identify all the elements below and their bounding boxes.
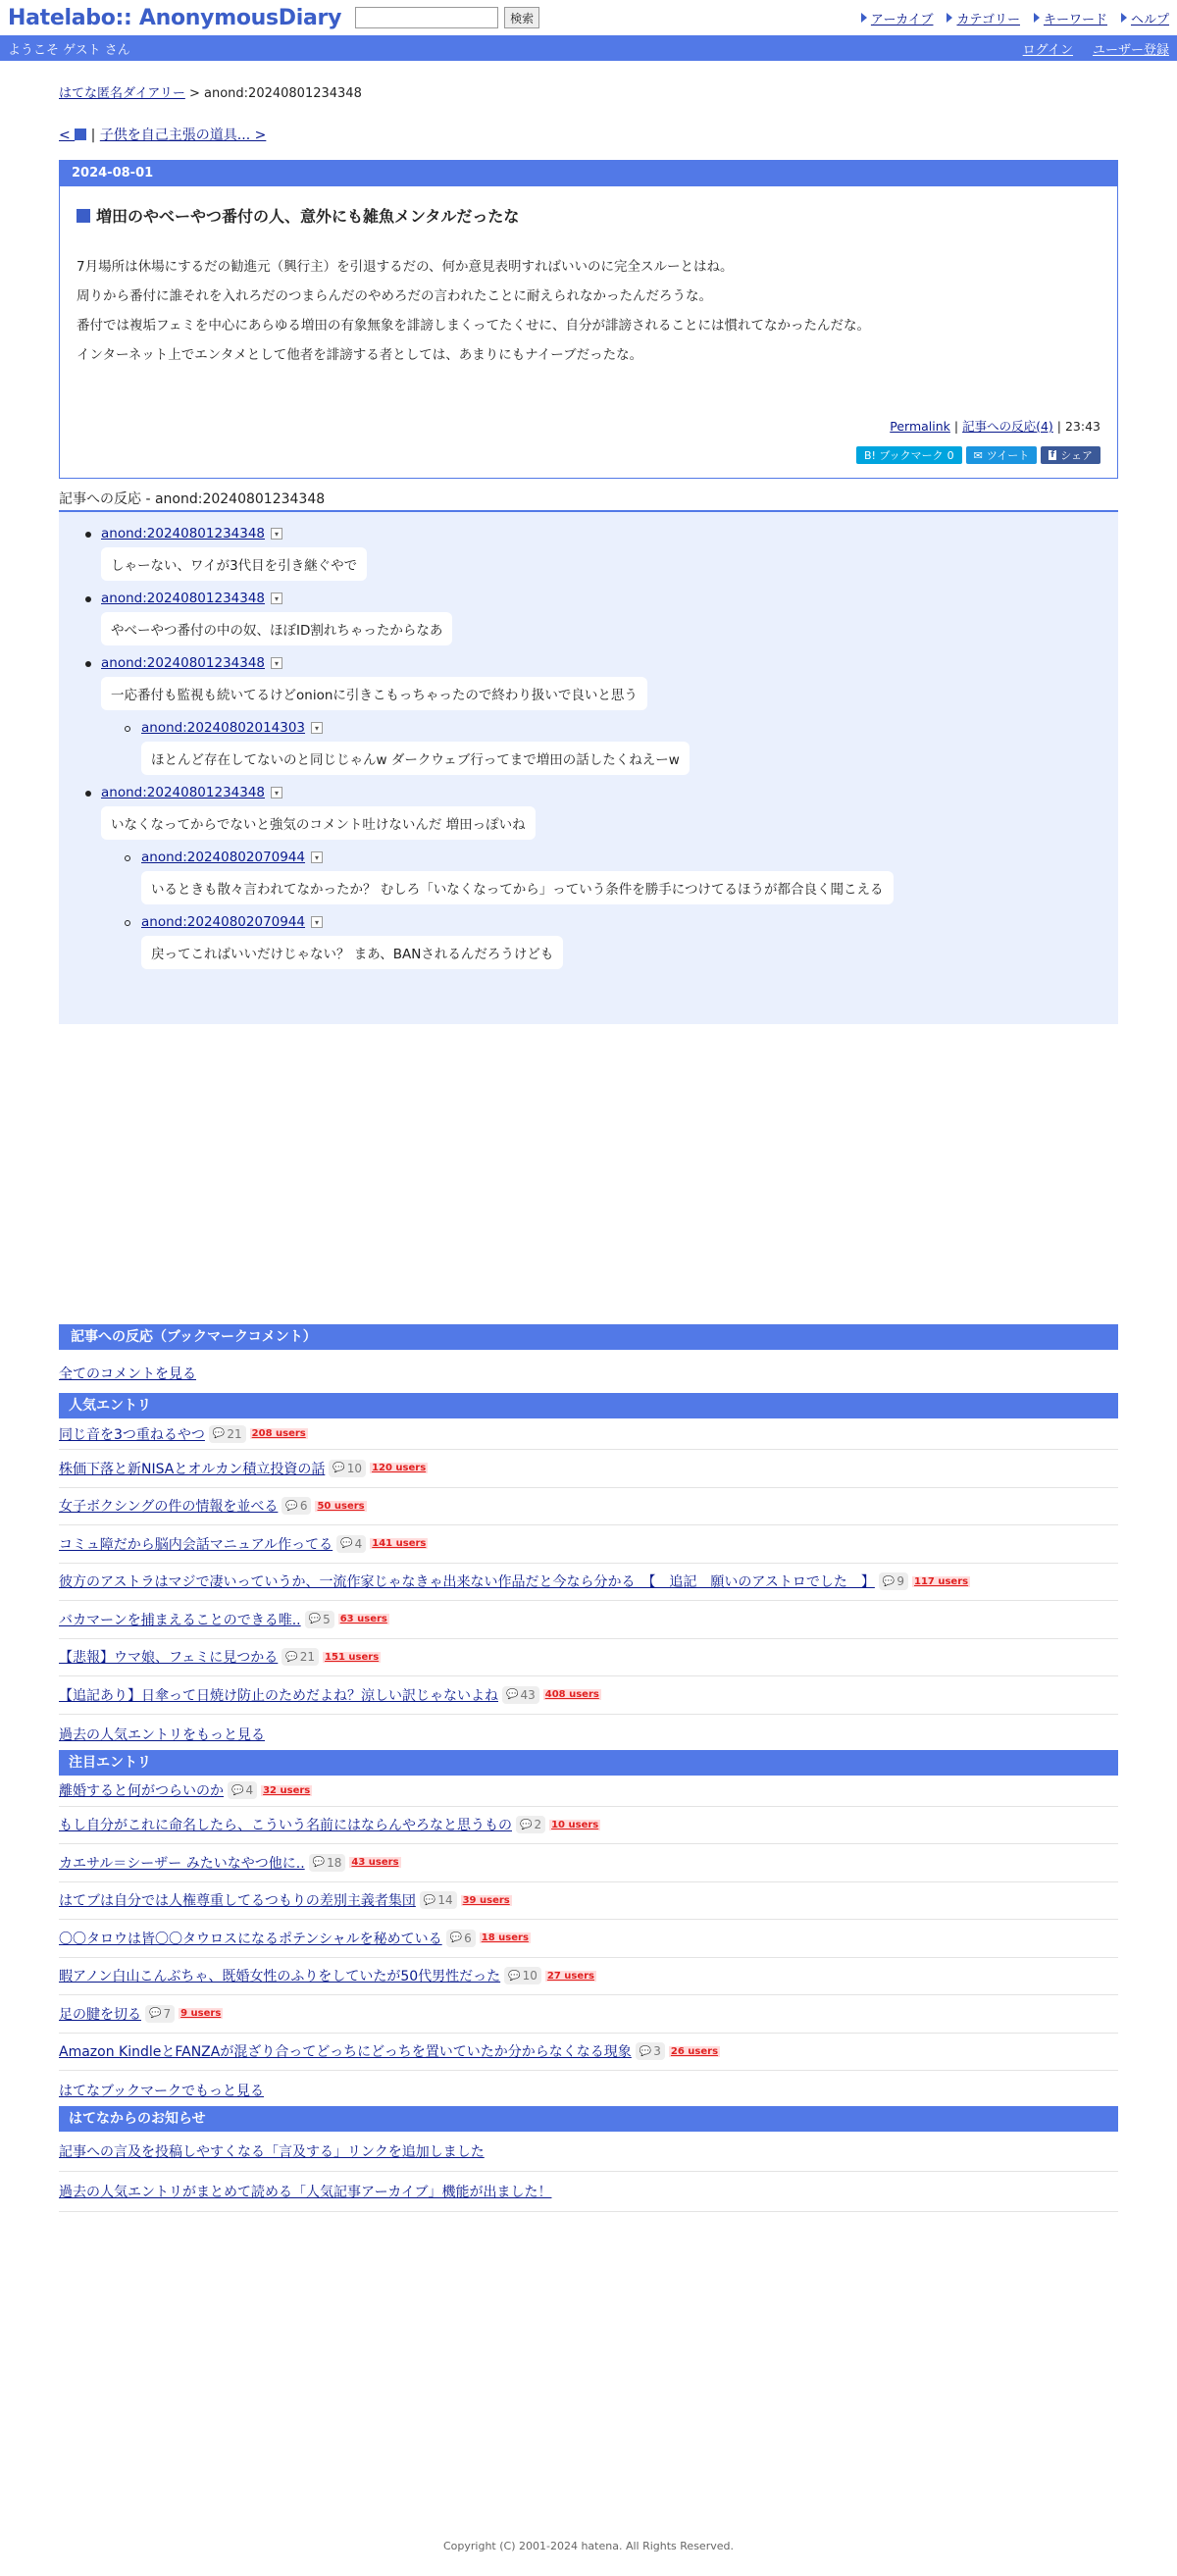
comment-bubble-icon: 💬 — [285, 1500, 298, 1512]
comment-count-value: 6 — [464, 1931, 472, 1945]
comment-count-value: 21 — [299, 1650, 316, 1665]
bookmark-users-badge[interactable]: 32 users — [263, 1784, 311, 1796]
bookmark-users-badge[interactable]: 10 users — [551, 1819, 599, 1830]
entry-link[interactable]: 株価下落と新NISAとオルカン積立投資の話 — [59, 1461, 326, 1477]
comment-count[interactable] — [336, 1535, 366, 1553]
bookmark-users-badge[interactable]: 120 users — [372, 1463, 427, 1474]
comment-count-value: 43 — [520, 1687, 536, 1702]
comment-count[interactable] — [209, 1425, 246, 1443]
copyright: Copyright (C) 2001-2024 hatena. All Rights Reserved. — [443, 2540, 734, 2552]
triangle-icon — [947, 13, 952, 23]
bullet-icon — [85, 661, 91, 667]
popular-more-link[interactable]: 過去の人気エントリをもっと見る — [59, 1726, 265, 1743]
response-id-link[interactable]: anond:20240801234348 — [101, 526, 266, 541]
hatebu-label: B! ブックマーク — [863, 449, 944, 462]
comment-count-value: 7 — [163, 2006, 172, 2021]
entry-link[interactable]: 同じ音を3つ重ねるやつ — [59, 1426, 205, 1443]
response-header — [101, 655, 1118, 671]
post-time: 23:43 — [1064, 419, 1100, 434]
comment-count[interactable] — [281, 1648, 319, 1666]
response-text: やべーやつ番付の中の奴、ほぼID割れちゃったからなあ — [101, 612, 452, 645]
comment-bubble-icon: 💬 — [423, 1894, 436, 1906]
news-link[interactable]: 記事への言及を投稿しやすくなる「言及する」リンクを追加しました — [59, 2144, 485, 2160]
notable-list — [59, 1776, 1118, 2072]
response-item — [59, 720, 1118, 775]
response-text: いるときも散々言われてなかったか？ むしろ「いなくなってから」っていう条件を勝手につけてるほうが都合良く聞こえる — [141, 871, 894, 904]
account-links — [1023, 39, 1169, 58]
entry-link[interactable]: 離婚すると何がつらいのか — [59, 1783, 224, 1799]
nav-archive-label: アーカイブ — [870, 12, 934, 27]
comment-count[interactable] — [228, 1781, 257, 1799]
triangle-icon — [1121, 13, 1127, 23]
entry-row — [59, 1418, 1118, 1450]
bookmark-users-badge[interactable]: 50 users — [317, 1500, 365, 1512]
comment-count-value: 3 — [653, 2044, 661, 2059]
bookmark-users-badge[interactable]: 141 users — [372, 1538, 427, 1550]
response-id-link[interactable]: anond:20240801234348 — [101, 785, 266, 800]
response-header — [101, 591, 1118, 606]
news-row — [59, 2132, 1118, 2172]
entry-row — [59, 1601, 1118, 1639]
pager-separator: | — [86, 128, 100, 143]
comment-bubble-icon: 💬 — [312, 1857, 326, 1869]
dropdown-toggle-icon[interactable]: ▾ — [311, 851, 323, 863]
news-list — [59, 2132, 1118, 2212]
comment-count-value: 18 — [327, 1855, 342, 1870]
comment-count[interactable] — [309, 1854, 346, 1872]
entry-row — [59, 1776, 1118, 1807]
entry-square-icon — [75, 129, 86, 140]
entry-link[interactable]: 彼方のアストラはマジで凄いっていうか、一流作家じゃなきゃ出来ない作品だと今なら分かる 【 追記 願いのアストロでした 】 — [59, 1574, 875, 1591]
article-body — [60, 186, 1117, 478]
prev-link[interactable] — [59, 128, 86, 143]
nav-category-label: カテゴリー — [956, 12, 1020, 27]
notable-more-link[interactable]: はてなブックマークでもっと見る — [59, 2084, 265, 2099]
response-text: 戻ってこればいいだけじゃない？ まあ、BANされるんだろうけども — [141, 936, 563, 969]
response-header — [141, 720, 1118, 736]
nav-help-label: ヘルプ — [1130, 12, 1169, 27]
title-square-icon[interactable] — [77, 209, 90, 223]
comment-count-value: 10 — [522, 1969, 537, 1984]
bookmark-users-badge[interactable]: 408 users — [544, 1689, 599, 1701]
dropdown-toggle-icon[interactable]: ▾ — [311, 722, 323, 734]
entry-row — [59, 1639, 1118, 1677]
triangle-icon — [1034, 13, 1040, 23]
response-header — [101, 785, 1118, 800]
entry-row — [59, 1676, 1118, 1715]
welcome-text: ようこそ ゲスト さん — [8, 42, 130, 58]
article-paragraph: 7月場所は休場にするだの勧進元（興行主）を引退するだの、何か意見表明すればいいのに完全スルーとはね。 — [77, 259, 734, 275]
dropdown-toggle-icon[interactable]: ▾ — [271, 592, 282, 604]
bullet-icon — [125, 855, 130, 861]
bookmark-users-badge[interactable]: 208 users — [251, 1428, 306, 1439]
entry-link[interactable]: 【追記あり】日傘って日焼け防止のためだよね？涼しい訳じゃないよね — [59, 1687, 498, 1704]
entry-row — [59, 1920, 1118, 1958]
comment-bubble-icon: 💬 — [639, 2045, 652, 2057]
comment-bubble-icon: 💬 — [449, 1932, 463, 1944]
comment-bubble-icon: 💬 — [285, 1651, 298, 1663]
responses-title: 記事への反応 - anond:20240801234348 — [59, 489, 1118, 512]
article-paragraph: 周りから番付に誰それを入れろだのつまらんだのやめろだの言われたことに耐えられなかったんだろうな。 — [77, 288, 712, 304]
response-id-link[interactable]: anond:20240801234348 — [101, 591, 266, 606]
facebook-icon: f — [1050, 450, 1055, 460]
share-buttons — [77, 446, 1100, 464]
bookmark-users-badge[interactable]: 18 users — [481, 1932, 529, 1944]
bookmark-users-badge[interactable]: 117 users — [913, 1575, 969, 1587]
entry-link[interactable]: 女子ボクシングの件の情報を並べる — [59, 1499, 279, 1516]
search-button[interactable]: 検索 — [504, 7, 539, 28]
bookmark-users-badge[interactable]: 63 users — [339, 1614, 387, 1625]
comment-count-value: 4 — [354, 1536, 363, 1551]
twitter-bird-icon: ✉ — [973, 448, 983, 462]
comment-bubble-icon: 💬 — [212, 1428, 226, 1439]
bookmark-users-badge[interactable]: 43 users — [351, 1857, 399, 1869]
prev-label: < — [59, 128, 76, 143]
comment-bubble-icon: 💬 — [231, 1784, 244, 1796]
facebook-share-button[interactable] — [1041, 446, 1100, 464]
all-comments-link[interactable]: 全てのコメントを見る — [59, 1366, 196, 1382]
entry-link[interactable]: カエサル＝シーザー みたいなやつ他に.. — [59, 1855, 305, 1872]
comment-count[interactable] — [636, 2042, 665, 2060]
nav-keyword-label: キーワード — [1043, 12, 1107, 27]
dropdown-toggle-icon[interactable]: ▾ — [271, 787, 282, 799]
comment-count[interactable] — [420, 1891, 457, 1909]
entry-link[interactable]: コミュ障だから脳内会話マニュアル作ってる — [59, 1536, 333, 1553]
entry-row — [59, 1488, 1118, 1526]
bullet-icon — [85, 596, 91, 602]
breadcrumb-current: anond:20240801234348 — [204, 86, 362, 101]
entry-link[interactable]: 暇アノン白山こんぶちゃ、既婚女性のふりをしていたが50代男性だった — [59, 1969, 501, 1985]
news-row — [59, 2172, 1118, 2212]
entry-link[interactable]: 【悲報】ウマ娘、フェミに見つかる — [59, 1650, 279, 1667]
response-item — [59, 526, 1118, 581]
comment-bubble-icon: 💬 — [882, 1575, 896, 1587]
dropdown-toggle-icon[interactable]: ▾ — [311, 916, 323, 928]
article — [59, 160, 1118, 479]
article-date: 2024-08-01 — [60, 161, 1117, 186]
bookmark-users-badge[interactable]: 151 users — [325, 1651, 380, 1663]
comment-count[interactable] — [879, 1572, 908, 1590]
breadcrumb — [59, 82, 1118, 101]
entry-row — [59, 1564, 1118, 1602]
comment-count-value: 4 — [245, 1783, 254, 1797]
response-item — [59, 591, 1118, 645]
entry-link[interactable]: 足の腱を切る — [59, 2006, 141, 2023]
tweet-label: ツイート — [986, 449, 1030, 462]
hatena-bookmark-button[interactable] — [856, 446, 962, 464]
comment-count[interactable] — [329, 1460, 366, 1477]
nav-archive[interactable] — [861, 9, 934, 27]
bookmark-users-badge[interactable]: 39 users — [462, 1894, 510, 1906]
comment-count[interactable] — [145, 2005, 175, 2023]
response-header — [141, 914, 1118, 930]
tweet-button[interactable] — [966, 446, 1038, 464]
article-footer: Permalink | 記事への反応(4) | 23:43 — [890, 419, 1100, 434]
entry-link[interactable]: バカマーンを捕まえることのできる唯.. — [59, 1612, 301, 1628]
popular-list — [59, 1418, 1118, 1715]
search-input[interactable] — [355, 7, 498, 28]
entry-link[interactable]: 〇〇タロウは皆〇〇タウロスになるポテンシャルを秘めている — [59, 1931, 442, 1947]
pager — [59, 125, 1118, 144]
comment-count-value: 10 — [346, 1461, 363, 1475]
login-link[interactable]: ログイン — [1022, 42, 1073, 58]
comment-count-value: 14 — [437, 1893, 453, 1908]
response-text: しゃーない、ワイが3代目を引き継ぐやで — [101, 547, 367, 581]
entry-row — [59, 2034, 1118, 2072]
global-nav — [861, 9, 1169, 27]
article-title — [77, 204, 1100, 227]
article-paragraph: インターネット上でエンタメとして他者を誹謗する者としては、あまりにもナイーブだったな。 — [77, 347, 643, 363]
response-header — [101, 526, 1118, 541]
notable-heading: 注目エントリ — [59, 1750, 1118, 1776]
popular-heading: 人気エントリ — [59, 1393, 1118, 1418]
comment-count-value: 5 — [323, 1612, 331, 1626]
article-paragraph: 番付では複垢フェミを中心にあらゆる増田の有象無象を誹謗しまくってたくせに、自分が誹謗されることには慣れてなかったんだな。 — [77, 318, 871, 334]
comment-bubble-icon: 💬 — [333, 1463, 345, 1474]
entry-link[interactable]: Amazon KindleとFANZAが混ざり合ってどっちにどっちを置いていたか分からなくなる現象 — [59, 2044, 632, 2061]
entry-row — [59, 1807, 1118, 1845]
entry-row — [59, 1958, 1118, 1996]
article-title-text: 増田のやべーやつ番付の人、意外にも雑魚メンタルだったな — [96, 207, 520, 226]
response-id-link[interactable]: anond:20240802014303 — [141, 720, 306, 736]
response-item — [59, 655, 1118, 710]
share-label: シェア — [1060, 449, 1093, 462]
breadcrumb-separator: > — [184, 86, 205, 101]
response-text: ほとんど存在してないのと同じじゃんw ダークウェブ行ってまで増田の話したくねえーw — [141, 742, 690, 775]
response-item — [59, 785, 1118, 840]
comment-count-value: 9 — [896, 1574, 904, 1589]
comment-count[interactable] — [305, 1611, 334, 1628]
entry-link[interactable]: はてブは自分では人権尊重してるつもりの差別主義者集団 — [59, 1893, 416, 1910]
comment-bubble-icon: 💬 — [506, 1689, 519, 1701]
notable-more-row — [59, 2071, 1118, 2106]
all-comments-row — [59, 1364, 1118, 1383]
dropdown-toggle-icon[interactable]: ▾ — [271, 528, 282, 540]
responses-tree — [59, 512, 1118, 1024]
comment-count[interactable] — [504, 1967, 541, 1984]
entry-row — [59, 1882, 1118, 1921]
response-item — [59, 850, 1118, 904]
entry-row — [59, 1450, 1118, 1488]
user-bar — [0, 35, 1177, 61]
site-logo[interactable]: Hatelabo:: AnonymousDiary — [8, 5, 342, 30]
response-id-link[interactable]: anond:20240801234348 — [101, 655, 266, 671]
nav-category[interactable] — [947, 9, 1019, 27]
main-content — [59, 82, 1118, 2212]
comment-count[interactable] — [281, 1497, 311, 1515]
comment-bubble-icon: 💬 — [340, 1538, 353, 1550]
response-id-link[interactable]: anond:20240802070944 — [141, 850, 306, 865]
comment-count[interactable] — [516, 1816, 545, 1833]
entry-row — [59, 1525, 1118, 1564]
nav-help[interactable] — [1121, 9, 1169, 27]
comment-bubble-icon: 💬 — [508, 1970, 521, 1982]
response-item — [59, 914, 1118, 969]
bookmark-users-badge[interactable]: 27 users — [546, 1970, 595, 1982]
bullet-icon — [85, 791, 91, 797]
comment-count[interactable] — [502, 1686, 539, 1704]
comment-bubble-icon: 💬 — [149, 2008, 162, 2020]
reactions-link[interactable]: 記事への反応(4) — [962, 419, 1053, 434]
entry-link[interactable]: もし自分がこれに命名したら、こういう名前にはならんやろなと思うもの — [59, 1818, 512, 1834]
breadcrumb-home[interactable]: はてな匿名ダイアリー — [59, 86, 185, 101]
news-heading: はてなからのお知らせ — [59, 2106, 1118, 2132]
bullet-icon — [85, 532, 91, 538]
response-text: 一応番付も監視も続いてるけどonionに引きこもっちゃったので終わり扱いで良いと思う — [101, 677, 647, 710]
bookmark-users-badge[interactable]: 9 users — [180, 2008, 222, 2020]
comment-bubble-icon: 💬 — [520, 1819, 533, 1830]
entry-row — [59, 1995, 1118, 2034]
comment-bubble-icon: 💬 — [308, 1614, 322, 1625]
bookmark-comments-heading: 記事への反応（ブックマークコメント） — [59, 1324, 1118, 1350]
response-id-link[interactable]: anond:20240802070944 — [141, 914, 306, 930]
bookmark-users-badge[interactable]: 26 users — [670, 2045, 719, 2057]
dropdown-toggle-icon[interactable]: ▾ — [271, 657, 282, 669]
response-text: いなくなってからでないと強気のコメント吐けないんだ 増田っぽいね — [101, 806, 536, 840]
comment-count-value: 6 — [299, 1499, 308, 1514]
nav-keyword[interactable] — [1034, 9, 1107, 27]
entry-row — [59, 1844, 1118, 1882]
bullet-icon — [125, 726, 130, 732]
header — [0, 0, 1177, 35]
permalink[interactable]: Permalink — [890, 419, 950, 434]
comment-count-value: 21 — [227, 1426, 242, 1441]
bullet-icon — [125, 920, 130, 926]
news-link[interactable]: 過去の人気エントリがまとめて読める「人気記事アーカイブ」機能が出ました！ — [59, 2185, 552, 2200]
next-link[interactable]: 子供を自己主張の道具... > — [99, 128, 267, 143]
comment-count-value: 2 — [534, 1818, 542, 1832]
triangle-icon — [861, 13, 867, 23]
response-header — [141, 850, 1118, 865]
popular-more-row — [59, 1715, 1118, 1750]
comment-count[interactable] — [446, 1930, 476, 1947]
register-link[interactable]: ユーザー登録 — [1092, 42, 1169, 58]
hatebu-count: 0 — [947, 448, 954, 462]
